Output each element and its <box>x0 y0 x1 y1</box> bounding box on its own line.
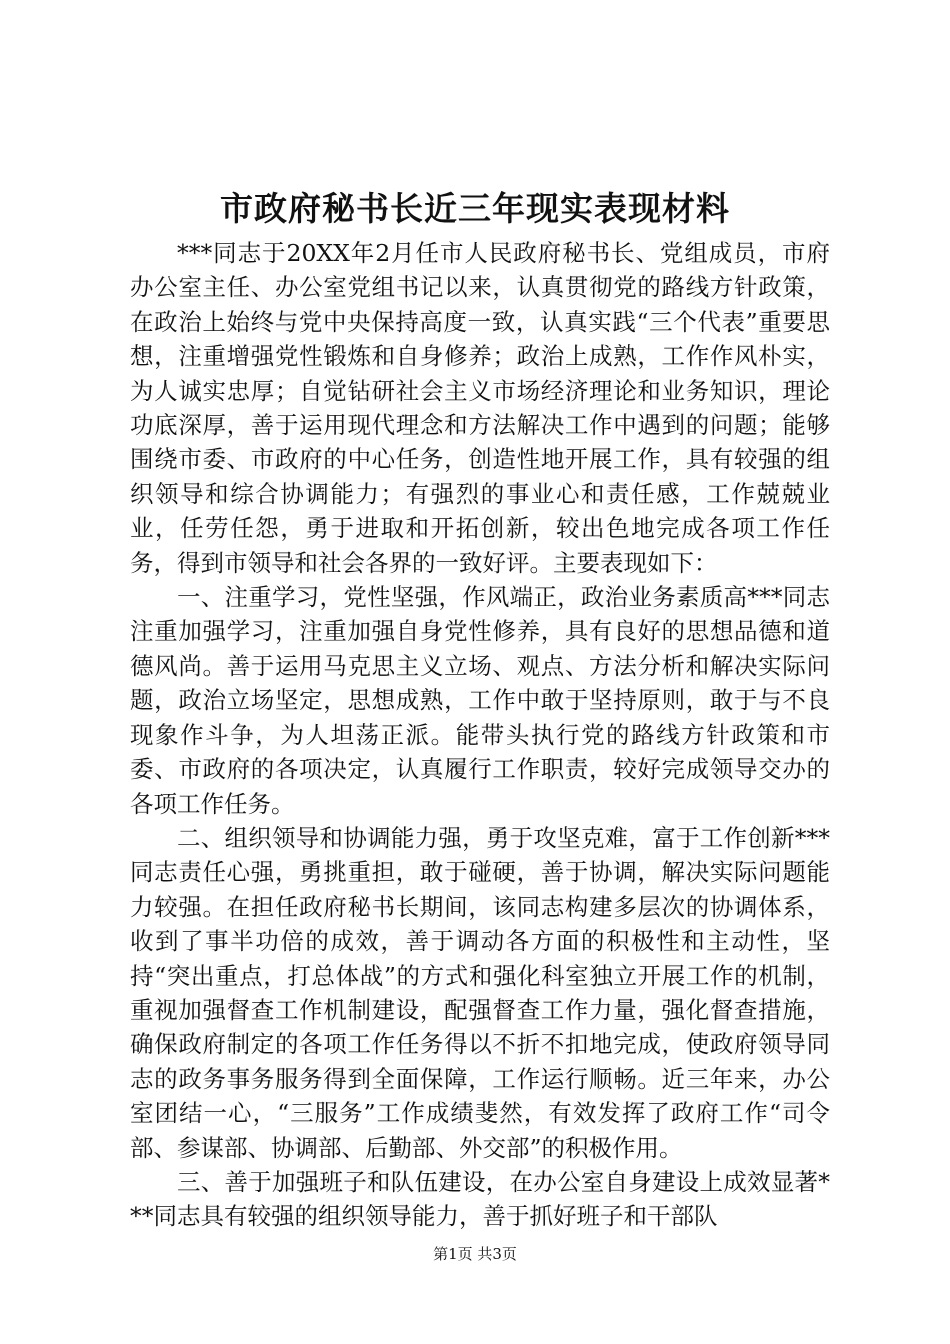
paragraph-section-3: 三、善于加强班子和队伍建设，在办公室自身建设上成效显著***同志具有较强的组织领导能力，善于抓好班子和干部队 <box>130 1167 830 1231</box>
paragraph-section-2: 二、组织领导和协调能力强，勇于攻坚克难，富于工作创新***同志责任心强，勇挑重担，敢于碰硬，善于协调，解决实际问题能力较强。在担任政府秘书长期间，该同志构建多层次的协调体系，收到了事半功倍的成效，善于调动各方面的积极性和主动性，坚持“突出重点，打总体战”的方式和强化科室独立开展工作的机制，重视加强督查工作机制建设，配强督查工作力量，强化督查措施，确保政府制定的各项工作任务得以不折不扣地完成，使政府领导同志的政务事务服务得到全面保障，工作运行顺畅。近三年来，办公室团结一心，“三服务”工作成绩斐然，有效发挥了政府工作“司令部、参谋部、协调部、后勤部、外交部”的积极作用。 <box>130 823 830 1162</box>
page-number: 第1页 共3页 <box>433 1245 517 1263</box>
document-title: 市政府秘书长近三年现实表现材料 <box>220 189 730 228</box>
paragraph-intro: ***同志于20XX年2月任市人民政府秘书长、党组成员，市府办公室主任、办公室党组书记以来，认真贯彻党的路线方针政策，在政治上始终与党中央保持高度一致，认真实践“三个代表”重要思想，注重增强党性锻炼和自身修养；政治上成熟，工作作风朴实，为人诚实忠厚；自觉钻研社会主义市场经济理论和业务知识，理论功底深厚，善于运用现代理念和方法解决工作中遇到的问题；能够围绕市委、市政府的中心任务，创造性地开展工作，具有较强的组织领导和综合协调能力；有强烈的事业心和责任感，工作兢兢业业，任劳任怨，勇于进取和开拓创新，较出色地完成各项工作任务，得到市领导和社会各界的一致好评。主要表现如下： <box>130 239 830 577</box>
paragraph-section-1: 一、注重学习，党性坚强，作风端正，政治业务素质高***同志注重加强学习，注重加强自身党性修养，具有良好的思想品德和道德风尚。善于运用马克思主义立场、观点、方法分析和解决实际问题，政治立场坚定，思想成熟，工作中敢于坚持原则，敢于与不良现象作斗争，为人坦荡正派。能带头执行党的路线方针政策和市委、市政府的各项决定，认真履行工作职责，较好完成领导交办的各项工作任务。 <box>130 583 830 818</box>
document-body <box>130 236 830 1234</box>
